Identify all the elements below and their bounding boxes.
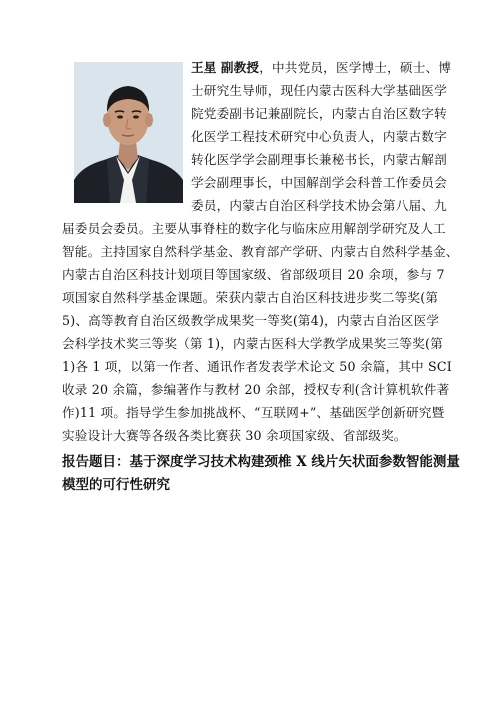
person-title: 副教授 <box>220 60 260 75</box>
person-name: 王星 <box>191 60 217 75</box>
bio-line-7: 委员，内蒙古自治区科学技术协会第八届、九 <box>191 198 447 213</box>
bio-line-6: 学会副理事长，中国解剖学会科普工作委员会 <box>191 175 447 190</box>
bio-line-12: 5)、高等教育自治区级教学成果奖一等奖(第4)，内蒙古自治区医学 <box>62 313 440 328</box>
bio-line-9: 智能。主持国家自然科学基金、教育部产学研、内蒙古自然科学基金、 <box>62 244 459 259</box>
bio-line-8: 届委员会委员。主要从事脊柱的数字化与临床应用解剖学研究及人工 <box>62 221 446 236</box>
bio-line-1 <box>191 57 452 79</box>
bio-line-15: 收录 20 余篇，参编著作与教材 20 余部，授权专利(含计算机软件著 <box>62 382 450 397</box>
bio-line-10: 内蒙古自治区科技计划项目等国家级、省部级项目 20 余项，参与 7 <box>62 267 445 282</box>
bio-line-17: 实验设计大赛等各级各类比赛获 30 余项国家级、省部级奖。 <box>62 428 407 443</box>
bio-line-4: 化医学工程技术研究中心负责人，内蒙古数字 <box>191 129 447 144</box>
bio-line-5: 转化医学学会副理事长兼秘书长，内蒙古解剖 <box>191 152 447 167</box>
bio-line-16: 作)11 项。指导学生参加挑战杯、“互联网+”、基础医学创新研究暨 <box>62 405 445 420</box>
bio-line-11: 项国家自然科学基金课题。荣获内蒙古自治区科技进步奖二等奖(第 <box>62 290 439 305</box>
report-title-line-2: 模型的可行性研究 <box>62 477 170 493</box>
bio-line-14: 1)各 1 项，以第一作者、通讯作者发表学术论文 50 余篇，其中 SCI <box>62 359 452 374</box>
bio-line-13: 会科学技术奖三等奖（第 1)，内蒙古医科大学教学成果奖三等奖(第 <box>62 336 443 351</box>
bio-line-1-text: ，中共党员，医学博士，硕士、博 <box>259 60 452 75</box>
bio-line-3: 院党委副书记兼副院长，内蒙古自治区数字转 <box>191 106 447 121</box>
bio-line-2: 士研究生导师，现任内蒙古医科大学基础医学 <box>191 83 447 98</box>
report-title-line-1: 报告题目：基于深度学习技术构建颈椎 X 线片矢状面参数智能测量 <box>62 454 460 470</box>
portrait-photo <box>74 62 183 203</box>
